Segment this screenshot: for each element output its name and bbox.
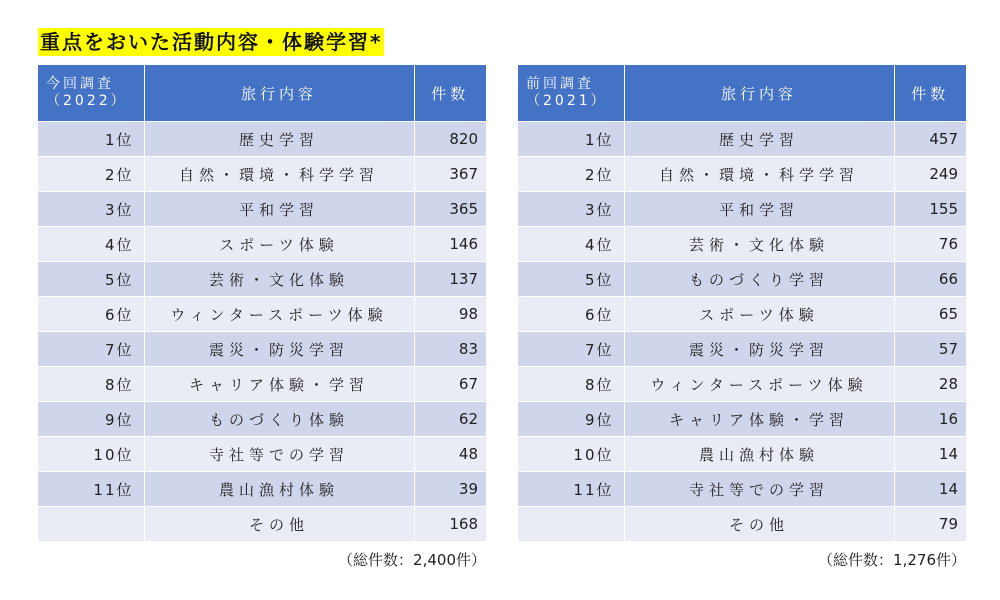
rank-cell: 7位 bbox=[38, 332, 144, 367]
count-cell: 76 bbox=[894, 227, 966, 262]
survey-year: （2021） bbox=[526, 93, 608, 109]
rank-cell bbox=[38, 507, 144, 542]
count-cell: 66 bbox=[894, 262, 966, 297]
table-row bbox=[38, 472, 486, 507]
count-cell: 98 bbox=[414, 297, 486, 332]
count-cell: 820 bbox=[414, 122, 486, 157]
survey-header bbox=[38, 65, 144, 122]
rank-cell: 2位 bbox=[38, 157, 144, 192]
content-cell: ものづくり学習 bbox=[624, 262, 894, 297]
count-cell: 249 bbox=[894, 157, 966, 192]
table-row bbox=[38, 402, 486, 437]
content-cell: 震災・防災学習 bbox=[624, 332, 894, 367]
survey-header bbox=[518, 65, 624, 122]
content-cell: 芸術・文化体験 bbox=[624, 227, 894, 262]
current-survey-rows bbox=[38, 122, 486, 542]
rank-cell: 11位 bbox=[38, 472, 144, 507]
table-row bbox=[38, 507, 486, 542]
count-cell: 83 bbox=[414, 332, 486, 367]
count-cell: 365 bbox=[414, 192, 486, 227]
content-cell: ウィンタースポーツ体験 bbox=[624, 367, 894, 402]
rank-cell: 8位 bbox=[518, 367, 624, 402]
content-header: 旅行内容 bbox=[624, 65, 894, 122]
count-cell: 457 bbox=[894, 122, 966, 157]
table-row bbox=[518, 227, 966, 262]
count-cell: 16 bbox=[894, 402, 966, 437]
rank-cell: 9位 bbox=[38, 402, 144, 437]
rank-cell: 2位 bbox=[518, 157, 624, 192]
rank-cell: 8位 bbox=[38, 367, 144, 402]
content-cell: キャリア体験・学習 bbox=[624, 402, 894, 437]
rank-cell: 7位 bbox=[518, 332, 624, 367]
content-cell: スポーツ体験 bbox=[144, 227, 414, 262]
table-row bbox=[38, 437, 486, 472]
count-cell: 28 bbox=[894, 367, 966, 402]
table-row bbox=[38, 297, 486, 332]
table-row bbox=[38, 227, 486, 262]
table-row bbox=[38, 122, 486, 157]
rank-cell: 1位 bbox=[518, 122, 624, 157]
count-cell: 155 bbox=[894, 192, 966, 227]
survey-name: 今回調査 bbox=[46, 76, 114, 92]
survey-year: （2022） bbox=[46, 93, 128, 109]
table-header-row bbox=[38, 65, 486, 122]
count-cell: 62 bbox=[414, 402, 486, 437]
previous-survey-table bbox=[518, 65, 966, 541]
rank-cell: 3位 bbox=[518, 192, 624, 227]
content-cell: 自然・環境・科学学習 bbox=[144, 157, 414, 192]
current-total-count: （総件数：2,400件） bbox=[338, 551, 486, 569]
rank-cell: 6位 bbox=[38, 297, 144, 332]
rank-cell: 1位 bbox=[38, 122, 144, 157]
table-row bbox=[518, 122, 966, 157]
survey-name: 前回調査 bbox=[526, 76, 594, 92]
previous-survey-table-container bbox=[518, 65, 966, 541]
table-row bbox=[518, 192, 966, 227]
rank-cell: 9位 bbox=[518, 402, 624, 437]
content-cell: 芸術・文化体験 bbox=[144, 262, 414, 297]
table-row bbox=[518, 472, 966, 507]
table-row bbox=[518, 507, 966, 542]
rank-cell: 3位 bbox=[38, 192, 144, 227]
table-row bbox=[38, 332, 486, 367]
table-row bbox=[38, 262, 486, 297]
content-cell: スポーツ体験 bbox=[624, 297, 894, 332]
content-cell: 寺社等での学習 bbox=[144, 437, 414, 472]
count-header: 件数 bbox=[414, 65, 486, 122]
current-survey-table-container bbox=[38, 65, 486, 541]
table-row bbox=[518, 437, 966, 472]
content-cell: 歴史学習 bbox=[144, 122, 414, 157]
table-row bbox=[518, 297, 966, 332]
content-cell: 平和学習 bbox=[144, 192, 414, 227]
count-cell: 168 bbox=[414, 507, 486, 542]
rank-cell: 10位 bbox=[518, 437, 624, 472]
count-cell: 14 bbox=[894, 472, 966, 507]
content-cell: 歴史学習 bbox=[624, 122, 894, 157]
count-cell: 48 bbox=[414, 437, 486, 472]
table-header-row bbox=[518, 65, 966, 122]
content-cell: その他 bbox=[624, 507, 894, 542]
count-cell: 367 bbox=[414, 157, 486, 192]
count-header: 件数 bbox=[894, 65, 966, 122]
rank-cell: 5位 bbox=[518, 262, 624, 297]
content-cell: 寺社等での学習 bbox=[624, 472, 894, 507]
table-row bbox=[518, 332, 966, 367]
content-cell: 震災・防災学習 bbox=[144, 332, 414, 367]
previous-total-count: （総件数：1,276件） bbox=[818, 551, 966, 569]
table-row bbox=[38, 192, 486, 227]
count-cell: 67 bbox=[414, 367, 486, 402]
table-row bbox=[518, 262, 966, 297]
count-cell: 137 bbox=[414, 262, 486, 297]
content-header: 旅行内容 bbox=[144, 65, 414, 122]
count-cell: 146 bbox=[414, 227, 486, 262]
content-cell: 自然・環境・科学学習 bbox=[624, 157, 894, 192]
rank-cell: 4位 bbox=[38, 227, 144, 262]
page-title: 重点をおいた活動内容・体験学習* bbox=[40, 30, 383, 54]
count-cell: 57 bbox=[894, 332, 966, 367]
count-cell: 14 bbox=[894, 437, 966, 472]
count-cell: 79 bbox=[894, 507, 966, 542]
content-cell: 平和学習 bbox=[624, 192, 894, 227]
table-row bbox=[518, 367, 966, 402]
rank-cell bbox=[518, 507, 624, 542]
content-cell: 農山漁村体験 bbox=[144, 472, 414, 507]
rank-cell: 4位 bbox=[518, 227, 624, 262]
table-row bbox=[38, 157, 486, 192]
content-cell: その他 bbox=[144, 507, 414, 542]
rank-cell: 6位 bbox=[518, 297, 624, 332]
count-cell: 65 bbox=[894, 297, 966, 332]
rank-cell: 11位 bbox=[518, 472, 624, 507]
table-row bbox=[38, 367, 486, 402]
previous-survey-rows bbox=[518, 122, 966, 542]
rank-cell: 10位 bbox=[38, 437, 144, 472]
table-row bbox=[518, 157, 966, 192]
count-cell: 39 bbox=[414, 472, 486, 507]
rank-cell: 5位 bbox=[38, 262, 144, 297]
content-cell: キャリア体験・学習 bbox=[144, 367, 414, 402]
content-cell: ものづくり体験 bbox=[144, 402, 414, 437]
content-cell: ウィンタースポーツ体験 bbox=[144, 297, 414, 332]
content-cell: 農山漁村体験 bbox=[624, 437, 894, 472]
table-row bbox=[518, 402, 966, 437]
current-survey-table bbox=[38, 65, 486, 541]
